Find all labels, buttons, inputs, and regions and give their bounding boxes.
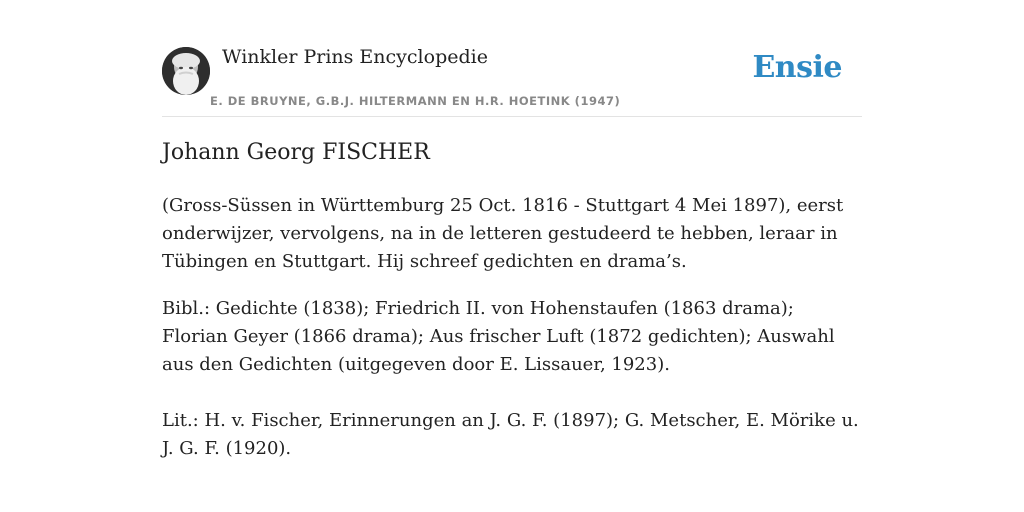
header (162, 0, 862, 117)
site-title[interactable]: Winkler Prins Encyclopedie (222, 46, 488, 68)
article-title: Johann Georg FISCHER (162, 140, 430, 165)
portrait-avatar-icon[interactable] (162, 47, 210, 95)
article-paragraph-bibliography: Bibl.: Gedichte (1838); Friedrich II. von Hohenstaufen (1863 drama); Florian Geyer (1866 drama); Aus frischer Luft (1872 gedichten); Auswahl aus den Gedichten (uitgegeven door E. Lissauer, 1923). (162, 298, 835, 375)
article-paragraph-bio: (Gross-Süssen in Württemburg 25 Oct. 1816 - Stuttgart 4 Mei 1897), eerst onderwijzer, vervolgens, na in de letteren gestudeerd te hebben, leraar in Tübingen en Stuttgart. Hij schreef gedichten en drama’s. (162, 195, 844, 272)
portrait-avatar-graphic (162, 47, 210, 95)
ensie-logo[interactable]: Ensie (752, 50, 842, 85)
page (162, 0, 862, 459)
article-paragraph-literature: Lit.: H. v. Fischer, Erinnerungen an J. G. F. (1897); G. Metscher, E. Mörike u. J. G. F. (1920). (162, 410, 859, 459)
authors-line: E. DE BRUYNE, G.B.J. HILTERMANN EN H.R. HOETINK (1947) (210, 94, 621, 108)
